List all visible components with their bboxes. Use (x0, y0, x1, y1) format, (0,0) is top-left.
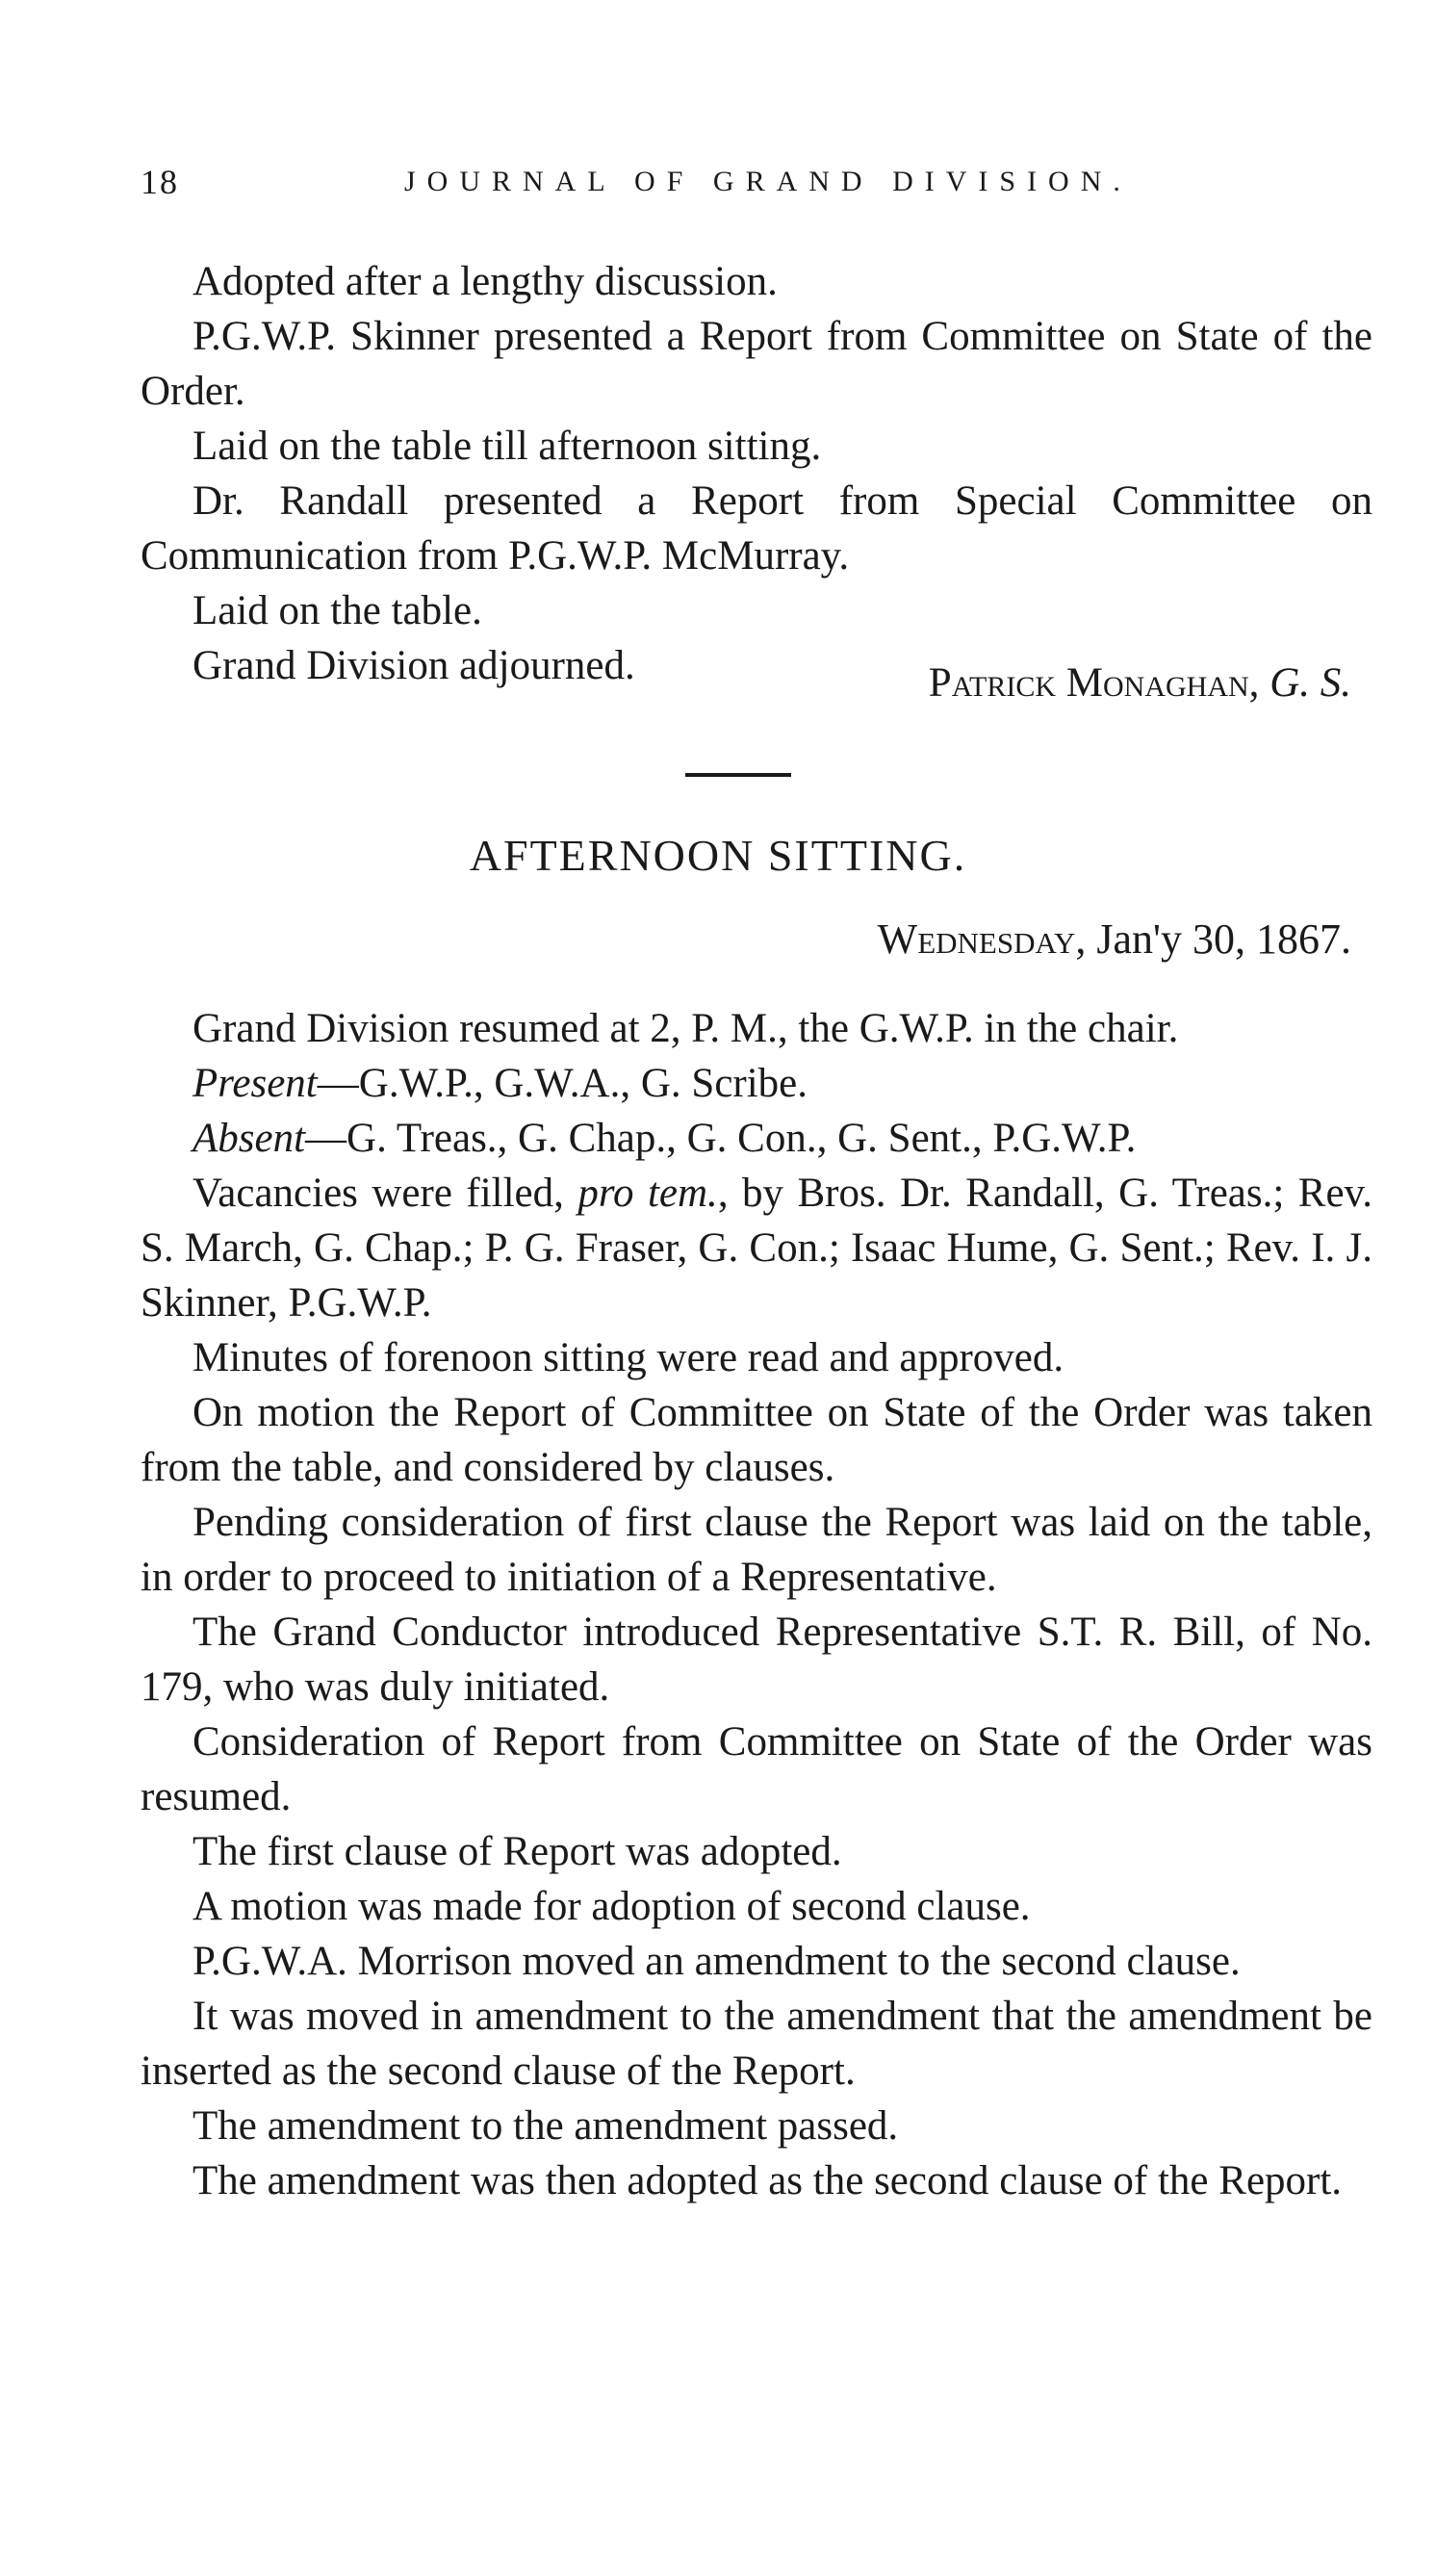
paragraph: The first clause of Report was adopted. (192, 1829, 842, 1874)
paragraph: Adopted after a lengthy discussion. (192, 259, 778, 304)
paragraph: Grand Division adjourned. (192, 643, 635, 688)
paragraph: Minutes of forenoon sitting were read and approved. (192, 1335, 1064, 1380)
dateline-date: Jan'y 30, 1867. (1096, 915, 1351, 963)
dateline-day: Wednesday, (877, 915, 1087, 963)
pro-tem: pro tem. (577, 1171, 718, 1216)
present-label: Present (192, 1061, 318, 1106)
paragraph: The amendment to the amendment passed. (192, 2103, 899, 2149)
paragraph: Pending consideration of first clause the Report was laid on the table, in order to proceed to initiation of a Representative. (141, 1500, 1372, 1600)
present-paragraph (141, 1056, 1372, 1111)
vacancies-text-2: , by Bros. Dr. Randall, G. Treas.; Rev. S. March, G. Chap.; P. G. Fraser, G. Con.; Isaac Hume, G. Sent.; Rev. I. J. Skinner, P.G.W.P. (141, 1171, 1373, 1326)
signature-title: G. S. (1269, 660, 1351, 706)
section-divider (685, 773, 791, 777)
absent-paragraph (141, 1111, 1372, 1166)
page-number: 18 (141, 163, 179, 201)
paragraph: Consideration of Report from Committee on State of the Order was resumed. (141, 1719, 1372, 1819)
paragraph: Laid on the table. (192, 588, 482, 633)
paragraph: The amendment was then adopted as the second clause of the Report. (192, 2158, 1343, 2203)
present-text: —G.W.P., G.W.A., G. Scribe. (317, 1061, 808, 1106)
paragraph: On motion the Report of Committee on State of the Order was taken from the table, and considered by clauses. (141, 1390, 1372, 1490)
afternoon-minutes (141, 1001, 1372, 2208)
section-title: AFTERNOON SITTING. (469, 831, 967, 880)
vacancies-paragraph (141, 1166, 1372, 1330)
paragraph: The Grand Conductor introduced Representative S.T. R. Bill, of No. 179, who was duly initiated. (141, 1610, 1372, 1710)
paragraph: Dr. Randall presented a Report from Special Committee on Communication from P.G.W.P. McMurray. (141, 478, 1372, 579)
secretary-signature (929, 659, 1351, 707)
dateline (878, 914, 1351, 964)
absent-label: Absent (192, 1116, 306, 1161)
absent-text: —G. Treas., G. Chap., G. Con., G. Sent., P.G.W.P. (305, 1116, 1137, 1161)
paragraph: Grand Division resumed at 2, P. M., the G.W.P. in the chair. (192, 1006, 1179, 1051)
paragraph: P.G.W.P. Skinner presented a Report from Committee on State of the Order. (141, 314, 1372, 414)
paragraph: It was moved in amendment to the amendment that the amendment be inserted as the second clause of the Report. (141, 1994, 1372, 2094)
vacancies-text: Vacancies were filled, (192, 1171, 578, 1216)
paragraph: A motion was made for adoption of second clause. (192, 1884, 1031, 1929)
paragraph: Laid on the table till afternoon sitting. (192, 424, 822, 469)
running-head: JOURNAL OF GRAND DIVISION. (404, 166, 1132, 197)
signature-name: Patrick Monaghan, (928, 660, 1260, 706)
forenoon-minutes (141, 254, 1372, 693)
paragraph: P.G.W.A. Morrison moved an amendment to the second clause. (192, 1939, 1241, 1984)
